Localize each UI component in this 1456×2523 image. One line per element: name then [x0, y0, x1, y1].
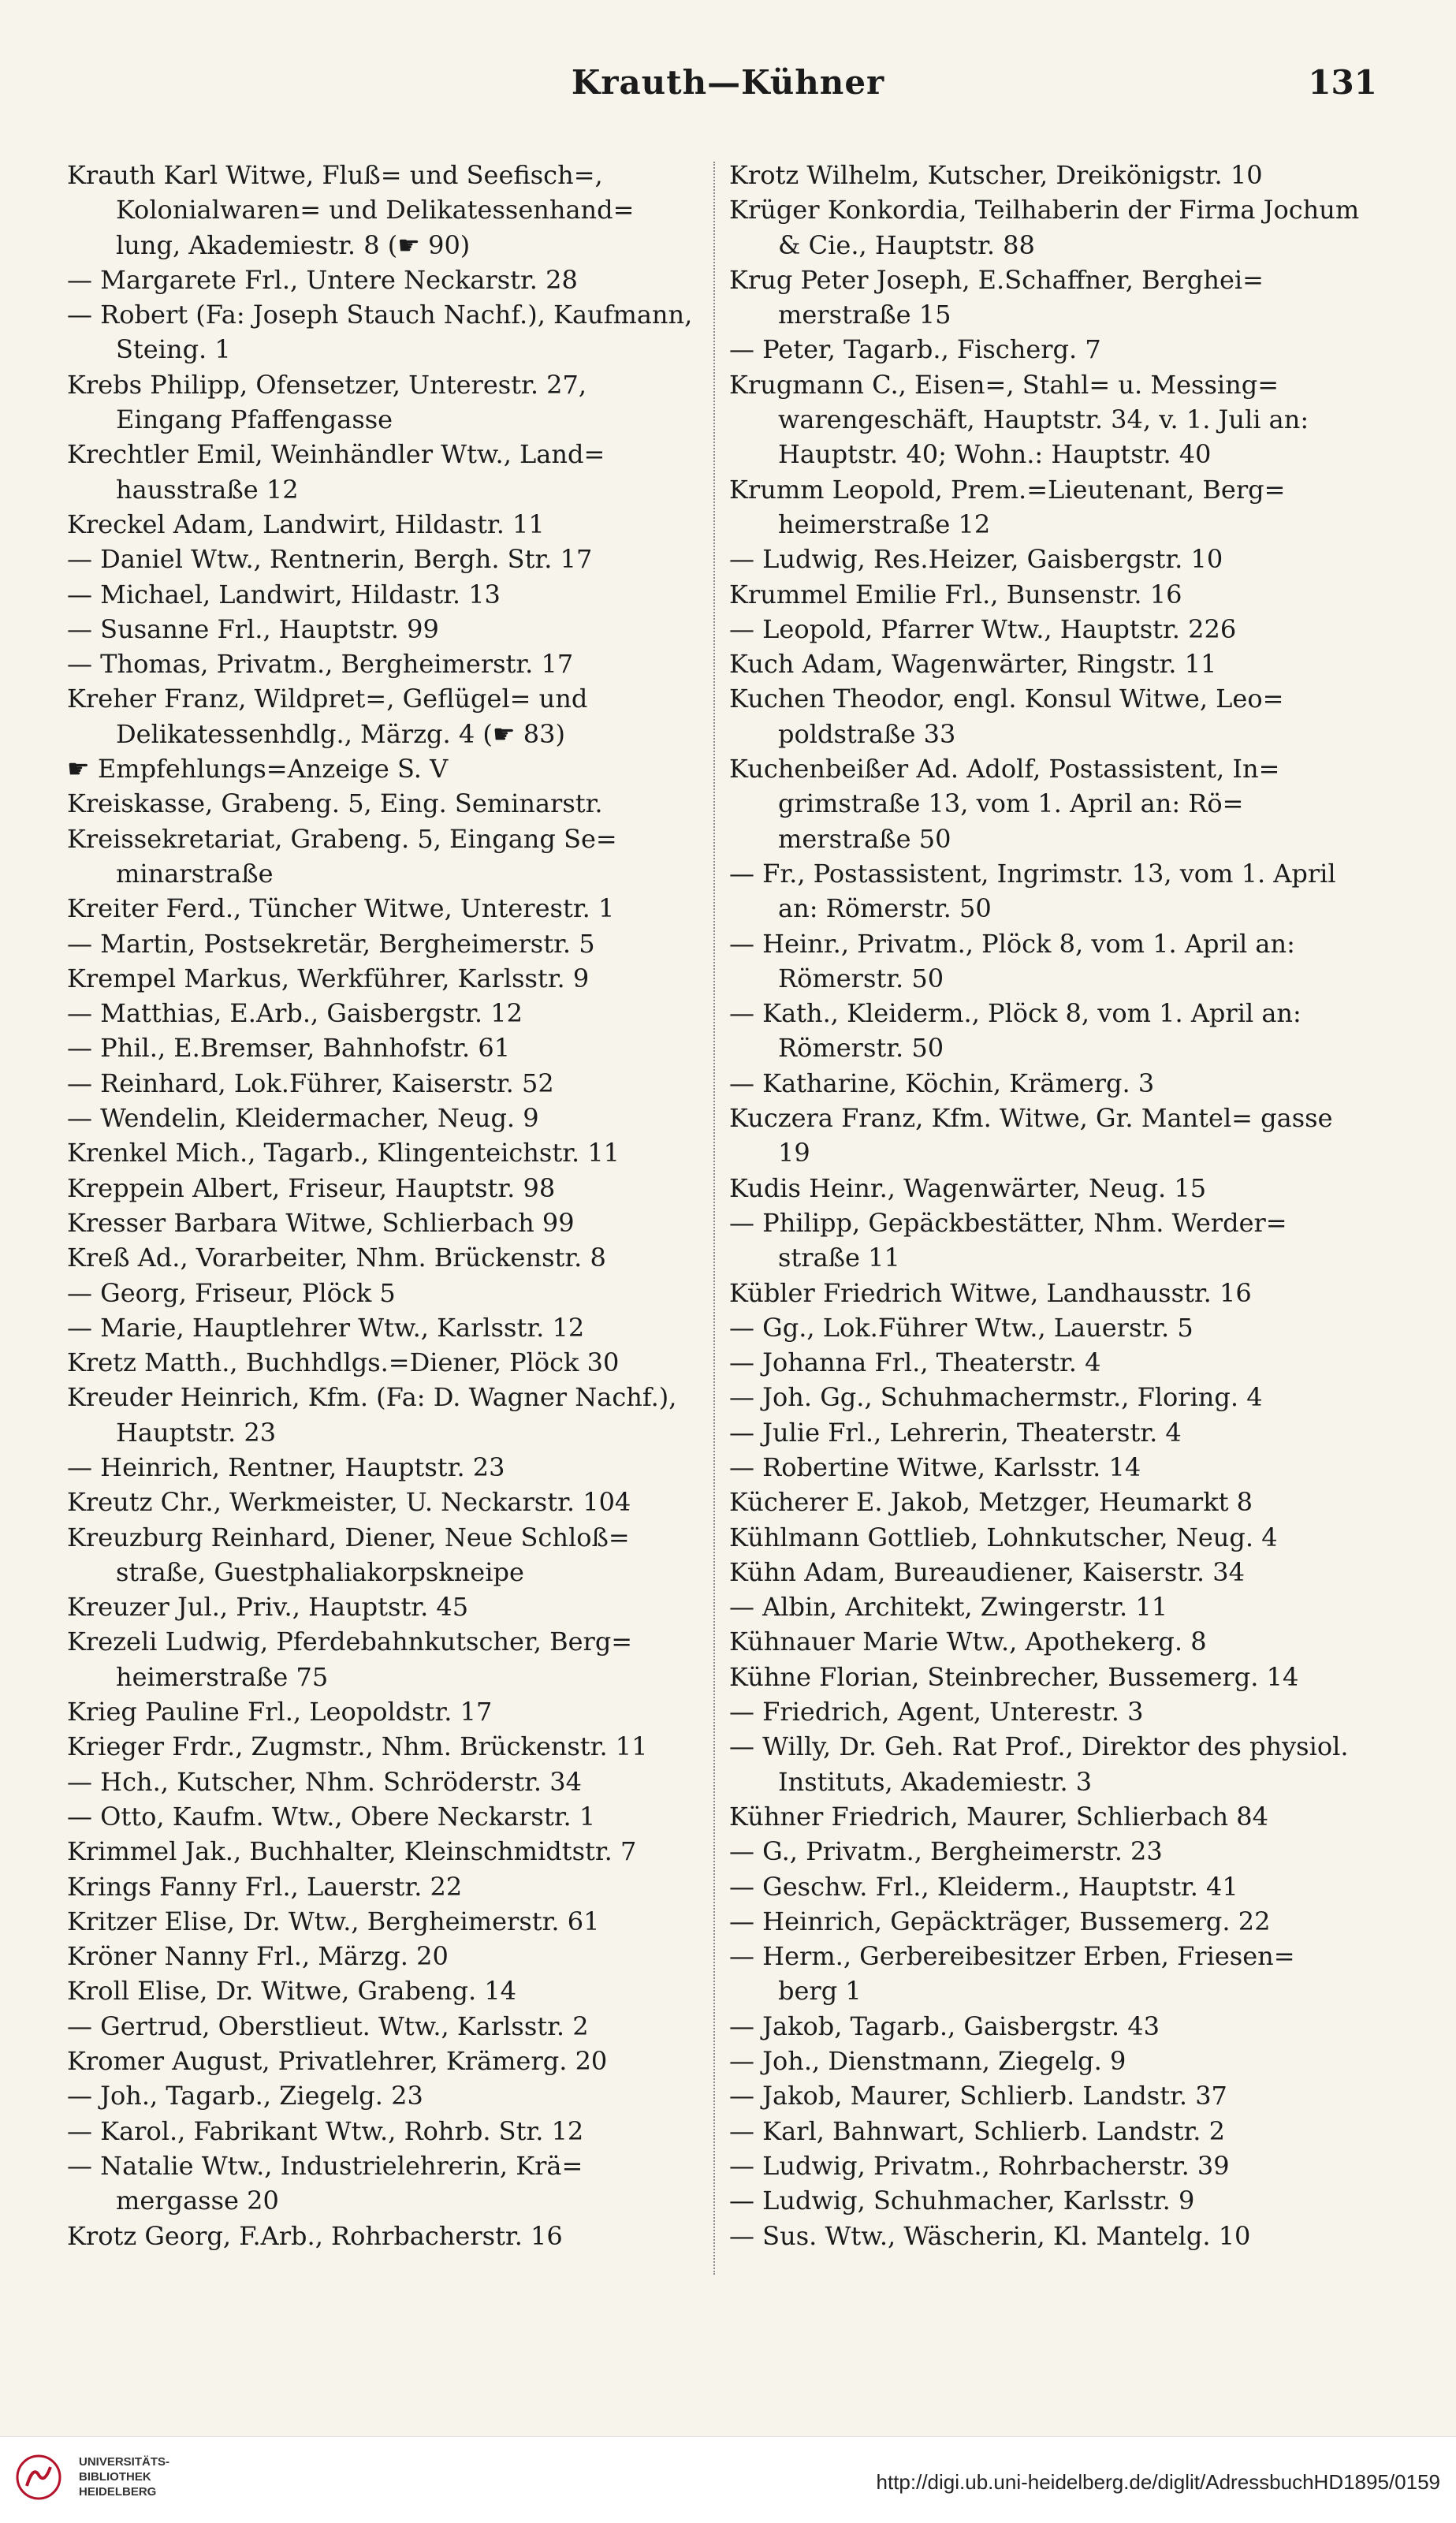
- directory-entry: Kühnauer Marie Wtw., Apothekerg. 8: [729, 1627, 1207, 1657]
- directory-entry: — Katharine, Köchin, Krämerg. 3: [729, 1068, 1155, 1098]
- directory-entry: — Joh., Dienstmann, Ziegelg. 9: [729, 2046, 1126, 2077]
- directory-entry: Krüger Konkordia, Teilhaberin der Firma Jochum & Cie., Hauptstr. 88: [729, 195, 1360, 260]
- directory-entry: Kühn Adam, Bureaudiener, Kaiserstr. 34: [729, 1556, 1245, 1587]
- directory-entry: Kröner Nanny Frl., Märzg. 20: [67, 1941, 449, 1972]
- directory-entry: — Heinr., Privatm., Plöck 8, vom 1. April an: Römerstr. 50: [729, 928, 1295, 993]
- directory-entry: Kreutz Chr., Werkmeister, U. Neckarstr. 104: [67, 1487, 631, 1518]
- directory-entry: Kreß Ad., Vorarbeiter, Nhm. Brückenstr. 8: [67, 1243, 606, 1273]
- directory-entry: Kresser Barbara Witwe, Schlierbach 99: [67, 1207, 575, 1238]
- directory-entry: — Ludwig, Privatm., Rohrbacherstr. 39: [729, 2150, 1230, 2181]
- library-name-line: HEIDELBERG: [79, 2485, 157, 2499]
- directory-entry: — Georg, Friseur, Plöck 5: [67, 1277, 396, 1308]
- running-header: [63, 55, 1393, 118]
- directory-entry: Kreiter Ferd., Tüncher Witwe, Unterestr. 1: [67, 893, 615, 924]
- directory-entry: Kretz Matth., Buchhdlgs.=Diener, Plöck 30: [67, 1347, 620, 1378]
- library-name: [79, 2454, 169, 2499]
- directory-entry: Krumm Leopold, Prem.=Lieutenant, Berg= heimerstraße 12: [729, 474, 1286, 539]
- directory-entry: Kübler Friedrich Witwe, Landhausstr. 16: [729, 1277, 1252, 1308]
- directory-entry: — Karol., Fabrikant Wtw., Rohrb. Str. 12: [67, 2115, 584, 2146]
- directory-entry: Krauth Karl Witwe, Fluß= und Seefisch=, Kolonialwaren= und Delikatessenhand= lung, Akademiestr. 8 (☛ 90): [67, 160, 635, 260]
- directory-entry: Krieger Frdr., Zugmstr., Nhm. Brückenstr. 11: [67, 1731, 648, 1762]
- directory-entry: — Fr., Postassistent, Ingrimstr. 13, vom 1. April an: Römerstr. 50: [729, 858, 1336, 924]
- directory-entry: — Heinrich, Rentner, Hauptstr. 23: [67, 1452, 505, 1482]
- directory-entry: Kreckel Adam, Landwirt, Hildastr. 11: [67, 509, 545, 539]
- directory-entry: — Willy, Dr. Geh. Rat Prof., Direktor des physiol. Instituts, Akademiestr. 3: [729, 1731, 1349, 1797]
- page-number: 131: [1308, 63, 1377, 102]
- directory-entry: — Peter, Tagarb., Fischerg. 7: [729, 334, 1101, 365]
- directory-entry: — Robertine Witwe, Karlsstr. 14: [729, 1452, 1141, 1482]
- directory-entry: Krechtler Emil, Weinhändler Wtw., Land= hausstraße 12: [67, 439, 605, 505]
- directory-entry: — Gg., Lok.Führer Wtw., Lauerstr. 5: [729, 1312, 1193, 1343]
- directory-entry: Krings Fanny Frl., Lauerstr. 22: [67, 1871, 463, 1902]
- left-column: [67, 158, 698, 2253]
- directory-entry: — Robert (Fa: Joseph Stauch Nachf.), Kaufmann, Steing. 1: [67, 300, 693, 365]
- directory-entry: ☛ Empfehlungs=Anzeige S. V: [67, 754, 449, 784]
- directory-entry: Kuch Adam, Wagenwärter, Ringstr. 11: [729, 649, 1217, 680]
- source-url-link[interactable]: http://digi.ub.uni-heidelberg.de/diglit/AdressbuchHD1895/0159: [876, 2470, 1440, 2494]
- directory-entry: Kromer August, Privatlehrer, Krämerg. 20: [67, 2046, 608, 2077]
- directory-entry: — Jakob, Tagarb., Gaisbergstr. 43: [729, 2011, 1160, 2041]
- directory-entry: — Sus. Wtw., Wäscherin, Kl. Mantelg. 10: [729, 2220, 1251, 2251]
- directory-entry: Kühne Florian, Steinbrecher, Bussemerg. 14: [729, 1661, 1299, 1692]
- directory-entry: — Heinrich, Gepäckträger, Bussemerg. 22: [729, 1906, 1271, 1936]
- directory-entry: — Margarete Frl., Untere Neckarstr. 28: [67, 264, 578, 295]
- library-logo-icon: [16, 2454, 61, 2500]
- directory-entry: — Leopold, Pfarrer Wtw., Hauptstr. 226: [729, 613, 1237, 644]
- directory-entry: — Hch., Kutscher, Nhm. Schröderstr. 34: [67, 1766, 582, 1797]
- directory-entry: — Philipp, Gepäckbestätter, Nhm. Werder= straße 11: [729, 1207, 1287, 1273]
- directory-entry: Kreuzer Jul., Priv., Hauptstr. 45: [67, 1592, 469, 1623]
- directory-entry: Krummel Emilie Frl., Bunsenstr. 16: [729, 579, 1182, 609]
- directory-entry: Krug Peter Joseph, E.Schaffner, Berghei= merstraße 15: [729, 264, 1264, 330]
- library-name-line: BIBLIOTHEK: [79, 2470, 151, 2484]
- directory-entry: — Jakob, Maurer, Schlierb. Landstr. 37: [729, 2081, 1227, 2111]
- directory-entry: — Natalie Wtw., Industrielehrerin, Krä= mergasse 20: [67, 2150, 583, 2216]
- directory-entry: — Daniel Wtw., Rentnerin, Bergh. Str. 17: [67, 544, 593, 575]
- directory-entry: — Marie, Hauptlehrer Wtw., Karlsstr. 12: [67, 1312, 585, 1343]
- directory-entry: — Joh., Tagarb., Ziegelg. 23: [67, 2081, 423, 2111]
- directory-entry: — Ludwig, Res.Heizer, Gaisbergstr. 10: [729, 544, 1223, 575]
- directory-entry: — Michael, Landwirt, Hildastr. 13: [67, 579, 501, 609]
- directory-entry: Krimmel Jak., Buchhalter, Kleinschmidtstr. 7: [67, 1836, 637, 1867]
- directory-entry: — Ludwig, Schuhmacher, Karlsstr. 9: [729, 2186, 1195, 2216]
- directory-entry: Kuczera Franz, Kfm. Witwe, Gr. Mantel= gasse 19: [729, 1103, 1333, 1168]
- right-column: [729, 158, 1360, 2253]
- directory-entry: Kuchenbeißer Ad. Adolf, Postassistent, In= grimstraße 13, vom 1. April an: Rö= merstraße 50: [729, 754, 1280, 854]
- directory-entry: Krugmann C., Eisen=, Stahl= u. Messing= warengeschäft, Hauptstr. 34, v. 1. Juli an: Hauptstr. 40; Wohn.: Hauptstr. 40: [729, 369, 1309, 470]
- directory-entry: Krotz Georg, F.Arb., Rohrbacherstr. 16: [67, 2220, 563, 2251]
- directory-entry: Kreissekretariat, Grabeng. 5, Eingang Se= minarstraße: [67, 823, 617, 889]
- directory-entry: Kuchen Theodor, engl. Konsul Witwe, Leo= poldstraße 33: [729, 684, 1284, 749]
- directory-entry: — Friedrich, Agent, Unterestr. 3: [729, 1697, 1144, 1727]
- footer-bar: [0, 2436, 1456, 2523]
- directory-entry: Krieg Pauline Frl., Leopoldstr. 17: [67, 1697, 493, 1727]
- directory-entry: — Otto, Kaufm. Wtw., Obere Neckarstr. 1: [67, 1801, 596, 1832]
- directory-entry: Kreuzburg Reinhard, Diener, Neue Schloß= straße, Guestphaliakorpskneipe: [67, 1522, 630, 1587]
- directory-entry: Krotz Wilhelm, Kutscher, Dreikönigstr. 10: [729, 160, 1263, 190]
- directory-entry: Kühner Friedrich, Maurer, Schlierbach 84: [729, 1801, 1268, 1832]
- directory-entry: Kücherer E. Jakob, Metzger, Heumarkt 8: [729, 1487, 1253, 1518]
- library-name-line: UNIVERSITÄTS-: [79, 2455, 170, 2469]
- directory-entry: — Martin, Postsekretär, Bergheimerstr. 5: [67, 928, 595, 959]
- directory-entry: — Albin, Architekt, Zwingerstr. 11: [729, 1592, 1168, 1623]
- directory-entry: Kritzer Elise, Dr. Wtw., Bergheimerstr. 61: [67, 1906, 600, 1936]
- directory-entry: Krezeli Ludwig, Pferdebahnkutscher, Berg= heimerstraße 75: [67, 1627, 633, 1692]
- column-divider: [713, 162, 715, 2275]
- directory-entry: Krebs Philipp, Ofensetzer, Unterestr. 27, Eingang Pfaffengasse: [67, 369, 587, 435]
- directory-entry: Kroll Elise, Dr. Witwe, Grabeng. 14: [67, 1976, 517, 2007]
- directory-entry: Kreuder Heinrich, Kfm. (Fa: D. Wagner Nachf.), Hauptstr. 23: [67, 1382, 677, 1448]
- directory-entry: — Susanne Frl., Hauptstr. 99: [67, 613, 439, 644]
- directory-entry: Krempel Markus, Werkführer, Karlsstr. 9: [67, 963, 590, 993]
- header-title: Krauth—Kühner: [571, 63, 885, 102]
- directory-entry: Krenkel Mich., Tagarb., Klingenteichstr. 11: [67, 1138, 620, 1168]
- directory-entry: — Phil., E.Bremser, Bahnhofstr. 61: [67, 1033, 511, 1064]
- directory-entry: — G., Privatm., Bergheimerstr. 23: [729, 1836, 1163, 1867]
- directory-entry: — Joh. Gg., Schuhmachermstr., Floring. 4: [729, 1382, 1263, 1413]
- directory-entry: — Geschw. Frl., Kleiderm., Hauptstr. 41: [729, 1871, 1238, 1902]
- directory-entry: — Thomas, Privatm., Bergheimerstr. 17: [67, 649, 574, 680]
- directory-entry: — Matthias, E.Arb., Gaisbergstr. 12: [67, 998, 523, 1029]
- directory-entry: Kreiskasse, Grabeng. 5, Eing. Seminarstr.: [67, 788, 603, 819]
- directory-entry: — Herm., Gerbereibesitzer Erben, Friesen= berg 1: [729, 1941, 1295, 2007]
- directory-entry: — Kath., Kleiderm., Plöck 8, vom 1. April an: Römerstr. 50: [729, 998, 1301, 1064]
- directory-entry: — Karl, Bahnwart, Schlierb. Landstr. 2: [729, 2115, 1225, 2146]
- directory-entry: — Johanna Frl., Theaterstr. 4: [729, 1347, 1101, 1378]
- directory-entry: Kreppein Albert, Friseur, Hauptstr. 98: [67, 1172, 556, 1203]
- directory-entry: — Gertrud, Oberstlieut. Wtw., Karlsstr. 2: [67, 2011, 589, 2041]
- directory-entry: Kreher Franz, Wildpret=, Geflügel= und Delikatessenhdlg., Märzg. 4 (☛ 83): [67, 684, 588, 749]
- directory-entry: — Julie Frl., Lehrerin, Theaterstr. 4: [729, 1417, 1182, 1448]
- directory-entry: Kudis Heinr., Wagenwärter, Neug. 15: [729, 1172, 1207, 1203]
- directory-entry: — Wendelin, Kleidermacher, Neug. 9: [67, 1103, 539, 1134]
- directory-entry: Kühlmann Gottlieb, Lohnkutscher, Neug. 4: [729, 1522, 1278, 1552]
- directory-entry: — Reinhard, Lok.Führer, Kaiserstr. 52: [67, 1068, 554, 1098]
